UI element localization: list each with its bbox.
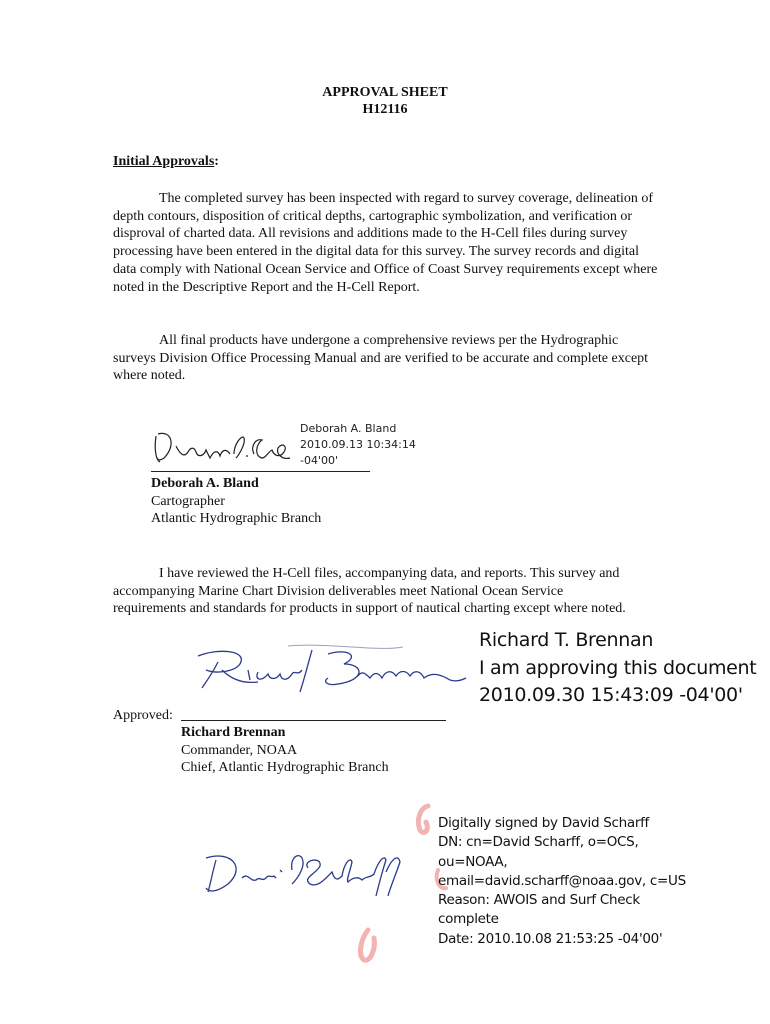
stamp-date: 2010.09.30 15:43:09 -04'00' bbox=[479, 684, 743, 706]
signature-line-1 bbox=[151, 471, 370, 472]
stamp-line-1: Digitally signed by David Scharff bbox=[438, 815, 649, 831]
stamp-name: Richard T. Brennan bbox=[479, 629, 654, 651]
heading-colon: : bbox=[214, 154, 219, 169]
stamp-line-3: ou=NOAA, bbox=[438, 853, 508, 870]
signer2-org: Chief, Atlantic Hydrographic Branch bbox=[181, 760, 389, 776]
document-title: APPROVAL SHEET bbox=[322, 85, 448, 100]
stamp-timezone: -04'00' bbox=[300, 454, 339, 467]
paragraph-1-text: The completed survey has been inspected with regard to survey coverage, delineation of depth contours, disposition of critical depths, cartographic symbolization, and verification or disproval of charted data. All revisions and additions made to the H-Cell files during survey processing have been entered in the digital data for this survey. The survey records and digital data comply with National Ocean Service and Office of Coast Survey requirements except where noted in the Descriptive Report and the H-Cell Report. bbox=[113, 191, 658, 295]
initial-approvals-heading bbox=[113, 153, 219, 171]
digital-stamp-bland bbox=[300, 421, 416, 469]
heading-text: Initial Approvals bbox=[113, 154, 215, 169]
paragraph-3-text: I have reviewed the H-Cell files, accompanying data, and reports. This survey and accompanying Marine Chart Division deliverables meet National Ocean Service requirements and standards for products in support of nautical charting except where noted. bbox=[113, 566, 626, 617]
survey-id: H12116 bbox=[362, 102, 408, 117]
stamp-date: 2010.09.13 10:34:14 bbox=[300, 438, 416, 451]
stamp-name: Deborah A. Bland bbox=[300, 422, 397, 435]
digital-stamp-scharff bbox=[438, 814, 686, 949]
signer1-title: Cartographer bbox=[151, 493, 225, 509]
signature-david-scharff bbox=[202, 848, 412, 898]
signature-richard-brennan bbox=[188, 640, 468, 696]
stamp-line-2: DN: cn=David Scharff, o=OCS, bbox=[438, 834, 639, 851]
paragraph-3 bbox=[113, 565, 638, 618]
signer2-name: Richard Brennan bbox=[181, 725, 286, 740]
signature-line-2 bbox=[181, 720, 446, 721]
signer2-title: Commander, NOAA bbox=[181, 742, 298, 758]
digital-stamp-brennan bbox=[479, 627, 756, 710]
approved-label: Approved: bbox=[113, 708, 173, 723]
signature-deborah-bland bbox=[150, 424, 298, 468]
stamp-line-4: email=david.scharff@noaa.gov, c=US bbox=[438, 872, 686, 889]
paragraph-2-text: All final products have undergone a comprehensive reviews per the Hydrographic surveys Division Office Processing Manual and are verified to be accurate and complete except where noted. bbox=[113, 333, 649, 384]
stamp-line-5: Reason: AWOIS and Surf Check bbox=[438, 892, 640, 909]
signer1-block bbox=[151, 475, 321, 528]
stamp-line-7: Date: 2010.10.08 21:53:25 -04'00' bbox=[438, 930, 663, 947]
stamp-reason: I am approving this document bbox=[479, 656, 757, 679]
signer1-org: Atlantic Hydrographic Branch bbox=[151, 511, 322, 527]
signer1-name: Deborah A. Bland bbox=[151, 476, 259, 491]
paragraph-1 bbox=[113, 190, 658, 296]
paragraph-2 bbox=[113, 332, 658, 385]
signer2-block bbox=[181, 724, 389, 777]
stamp-line-6: complete bbox=[438, 911, 499, 928]
